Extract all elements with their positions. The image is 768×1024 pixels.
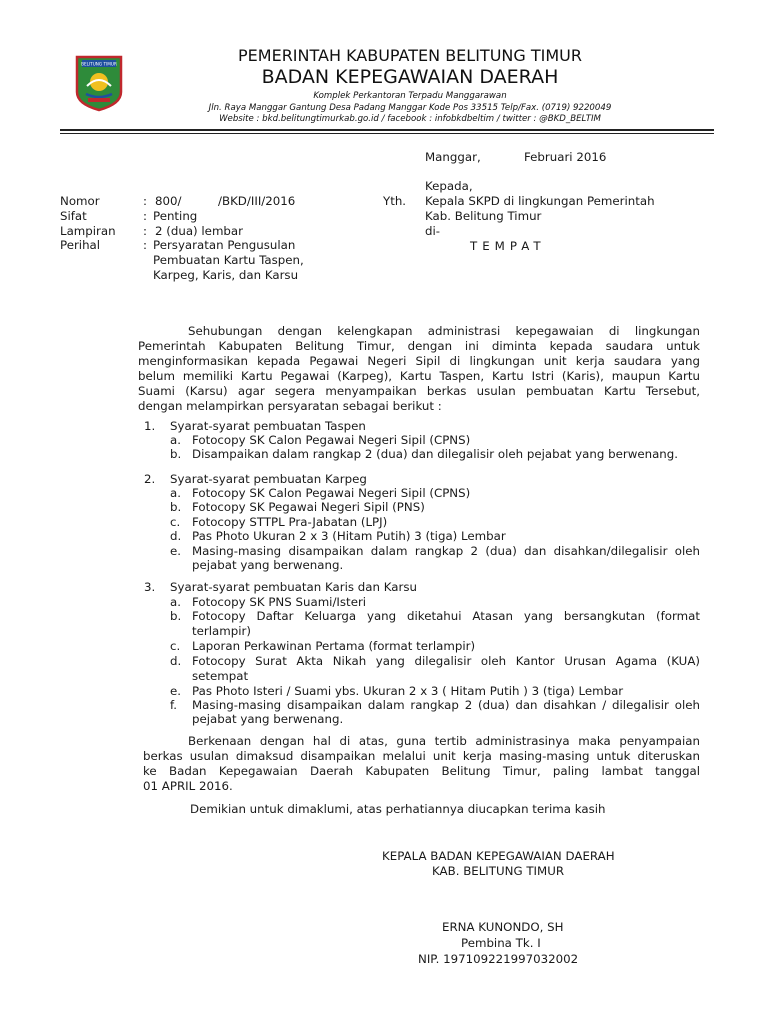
section-2-item-a-letter: a. [170,486,181,500]
header-government-title: PEMERINTAH KABUPATEN BELITUNG TIMUR [238,46,582,65]
signature-title-1: KEPALA BADAN KEPEGAWAIAN DAERAH [382,849,615,863]
regency-emblem-icon [74,54,124,112]
section-3-item-f-line-1: Masing-masing disampaikan dalam rangkap 2 (dua) dan disahkan / dilegalisir oleh [192,698,700,712]
section-3-item-f-letter: f. [170,698,178,712]
nomor-value-suffix: /BKD/III/2016 [218,194,296,208]
section-3-item-c-letter: c. [170,639,181,653]
section-3-item-d-letter: d. [170,654,182,668]
header-divider-thick [60,129,714,131]
signature-title-2: KAB. BELITUNG TIMUR [432,864,565,878]
section-2-item-a: Fotocopy SK Calon Pegawai Negeri Sipil (CPNS) [192,486,471,500]
intro-line-6: dengan melampirkan persyaratan sebagai berikut : [138,399,442,413]
intro-line-2: Pemerintah Kabupaten Belitung Timur, dengan ini diminta kepada saudara untuk [138,339,700,353]
letter-place: Manggar, [425,150,481,164]
section-3-number: 3. [144,580,156,594]
signatory-nip: NIP. 197109221997032002 [418,952,579,966]
section-2-item-e-letter: e. [170,544,182,558]
closing-line-2: berkas usulan dimaksud disampaikan melalui unit kerja masing-masing untuk diteruskan [143,749,700,763]
section-2-item-c-letter: c. [170,515,181,529]
intro-line-5: Suami (Karsu) agar segera menyampaikan berkas usulan pembuatan Kartu Tersebut, [138,384,700,398]
header-office-complex: Komplek Perkantoran Terpadu Manggarawan [313,91,507,101]
section-3-item-f-line-2: pejabat yang berwenang. [192,712,344,726]
nomor-colon: : [143,194,147,208]
section-3-item-e-letter: e. [170,684,182,698]
section-1-item-b: Disampaikan dalam rangkap 2 (dua) dan dilegalisir oleh pejabat yang berwenang. [192,447,679,461]
recipient-line-1: Kepala SKPD di lingkungan Pemerintah [425,194,655,208]
section-3-item-b-letter: b. [170,609,182,623]
letter-date: Februari 2016 [524,150,607,164]
section-2-title: Syarat-syarat pembuatan Karpeg [170,472,367,486]
perihal-line-3: Karpeg, Karis, dan Karsu [153,268,299,282]
section-3-item-e: Pas Photo Isteri / Suami ybs. Ukuran 2 x 3 ( Hitam Putih ) 3 (tiga) Lembar [192,684,624,698]
perihal-line-2: Pembuatan Kartu Taspen, [153,253,304,267]
header-address: Jln. Raya Manggar Gantung Desa Padang Manggar Kode Pos 33515 Telp/Fax. (0719) 9220049 [208,103,612,113]
section-3-item-a-letter: a. [170,595,181,609]
section-3-item-d-line-1: Fotocopy Surat Akta Nikah yang dilegalisir oleh Kantor Urusan Agama (KUA) [192,654,700,668]
intro-line-3: menginformasikan kepada Pegawai Negeri Sipil di lingkungan unit kerja saudara yang [138,354,700,368]
section-3-item-c: Laporan Perkawinan Pertama (format terlampir) [192,639,476,653]
section-2-item-b: Fotocopy SK Pegawai Negeri Sipil (PNS) [192,500,425,514]
closing-line-3: ke Badan Kepegawaian Daerah Kabupaten Belitung Timur, paling lambat tanggal [143,764,700,778]
section-2-item-c: Fotocopy STTPL Pra-Jabatan (LPJ) [192,515,388,529]
recipient-kepada: Kepada, [425,179,473,193]
perihal-label: Perihal [60,238,101,252]
sifat-colon: : [143,209,147,223]
signatory-name: ERNA KUNONDO, SH [442,920,564,934]
signatory-rank: Pembina Tk. I [461,936,541,950]
section-2-number: 2. [144,472,156,486]
emblem-banner-text: BELITUNG TIMUR [81,61,117,67]
section-2-item-b-letter: b. [170,500,182,514]
section-2-item-d-letter: d. [170,529,182,543]
header-divider-thin [60,133,714,134]
perihal-line-1: Persyaratan Pengusulan [153,238,296,252]
nomor-value: 800/ [155,194,182,208]
section-1-number: 1. [144,419,156,433]
closing-thanks: Demikian untuk dimaklumi, atas perhatiannya diucapkan terima kasih [190,802,606,816]
sifat-value: Penting [153,209,198,223]
header-agency-title: BADAN KEPEGAWAIAN DAERAH [261,66,559,88]
section-2-item-e-line-1: Masing-masing disampaikan dalam rangkap 2 (dua) dan disahkan/dilegalisir oleh [192,544,700,558]
sifat-label: Sifat [60,209,87,223]
nomor-label: Nomor [60,194,100,208]
section-2-item-d: Pas Photo Ukuran 2 x 3 (Hitam Putih) 3 (tiga) Lembar [192,529,506,543]
recipient-line-3: di- [425,224,441,238]
section-3-item-a: Fotocopy SK PNS Suami/Isteri [192,595,367,609]
recipient-tempat: TEMPAT [470,239,546,253]
section-3-item-b-line-2: terlampir) [192,624,251,638]
section-3-title: Syarat-syarat pembuatan Karis dan Karsu [170,580,417,594]
recipient-yth: Yth. [383,194,407,208]
header-website: Website : bkd.belitungtimurkab.go.id / facebook : infobkdbeltim / twitter : @BKD_BELTIM [219,114,601,124]
section-1-item-a-letter: a. [170,433,181,447]
section-2-item-e-line-2: pejabat yang berwenang. [192,558,344,572]
section-1-item-a: Fotocopy SK Calon Pegawai Negeri Sipil (CPNS) [192,433,471,447]
closing-line-4: 01 APRIL 2016. [143,779,233,793]
recipient-line-2: Kab. Belitung Timur [425,209,542,223]
closing-line-1: Berkenaan dengan hal di atas, guna tertib administrasinya maka penyampaian [188,734,700,748]
section-3-item-b-line-1: Fotocopy Daftar Keluarga yang diketahui Atasan yang bersangkutan (format [192,609,700,623]
section-3-item-d-line-2: setempat [192,669,249,683]
intro-line-4: belum memiliki Kartu Pegawai (Karpeg), Kartu Taspen, Kartu Istri (Karis), maupun Kartu [138,369,700,383]
intro-line-1: Sehubungan dengan kelengkapan administrasi kepegawaian di lingkungan [188,324,700,338]
lampiran-value: 2 (dua) lembar [155,224,243,238]
section-1-title: Syarat-syarat pembuatan Taspen [170,419,366,433]
lampiran-label: Lampiran [60,224,116,238]
perihal-colon: : [143,238,147,252]
lampiran-colon: : [143,224,147,238]
section-1-item-b-letter: b. [170,447,182,461]
